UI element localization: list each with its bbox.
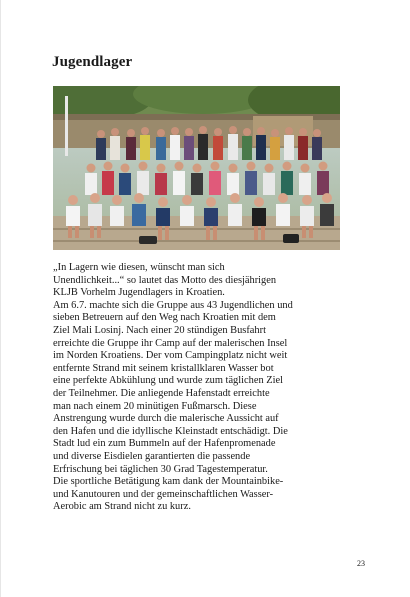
body-line: sieben Betreuern auf den Weg nach Kroatien mit dem — [53, 312, 276, 324]
body-line: Am 6.7. machte sich die Gruppe aus 43 Jugendlichen und — [53, 299, 293, 311]
body-line: Stadt lud ein zum Bummeln auf der Hafenpromenade — [53, 438, 276, 450]
article-body — [53, 262, 343, 514]
body-line: im Norden Kroatiens. Der vom Campingplatz nicht weit — [53, 350, 288, 362]
page-number: 23 — [357, 559, 365, 568]
article-title: Jugendlager — [52, 54, 133, 70]
body-line: Erfrischung bei täglichen 30 Grad Tagestemperatur. — [53, 463, 268, 475]
group-photo — [53, 86, 340, 250]
body-line: Die sportliche Betätigung kam dank der Mountainbike- — [53, 476, 284, 488]
body-line: Aerobic am Strand nicht zu kurz. — [53, 501, 191, 513]
body-line: „In Lagern wie diesen, wünscht man sich — [53, 262, 225, 273]
body-line: und diverse Eisdielen garantierten die passende — [53, 450, 251, 462]
body-line: erreichte die Gruppe ihr Camp auf der malerischen Insel — [53, 337, 288, 349]
body-line: man nach einem 20 minütigen Fußmarsch. Diese — [53, 400, 257, 412]
body-line: Unendlichkeit...“ so lautet das Motto des diesjährigen — [53, 274, 277, 286]
body-line: entfernte Strand mit seinem kristallklaren Wasser bot — [53, 362, 274, 374]
body-line: der Teilnehmer. Die anliegende Hafenstadt erreichte — [53, 387, 270, 399]
body-line: den Hafen und die idyllische Kleinstadt entschädigt. Die — [53, 425, 288, 437]
body-line: eine perfekte Abkühlung und wurde zum täglichen Ziel — [53, 375, 283, 387]
body-line: KLJB Vorhelm Jugendlagers in Kroatien. — [53, 287, 225, 299]
body-line: Anstrengung wurde durch die malerische Aussicht auf — [53, 413, 279, 425]
body-line: und Kanutouren und der gemeinschaftlichen Wasser- — [53, 488, 274, 500]
body-line: Ziel Mali Losinj. Nach einer 20 stündigen Busfahrt — [53, 324, 266, 336]
